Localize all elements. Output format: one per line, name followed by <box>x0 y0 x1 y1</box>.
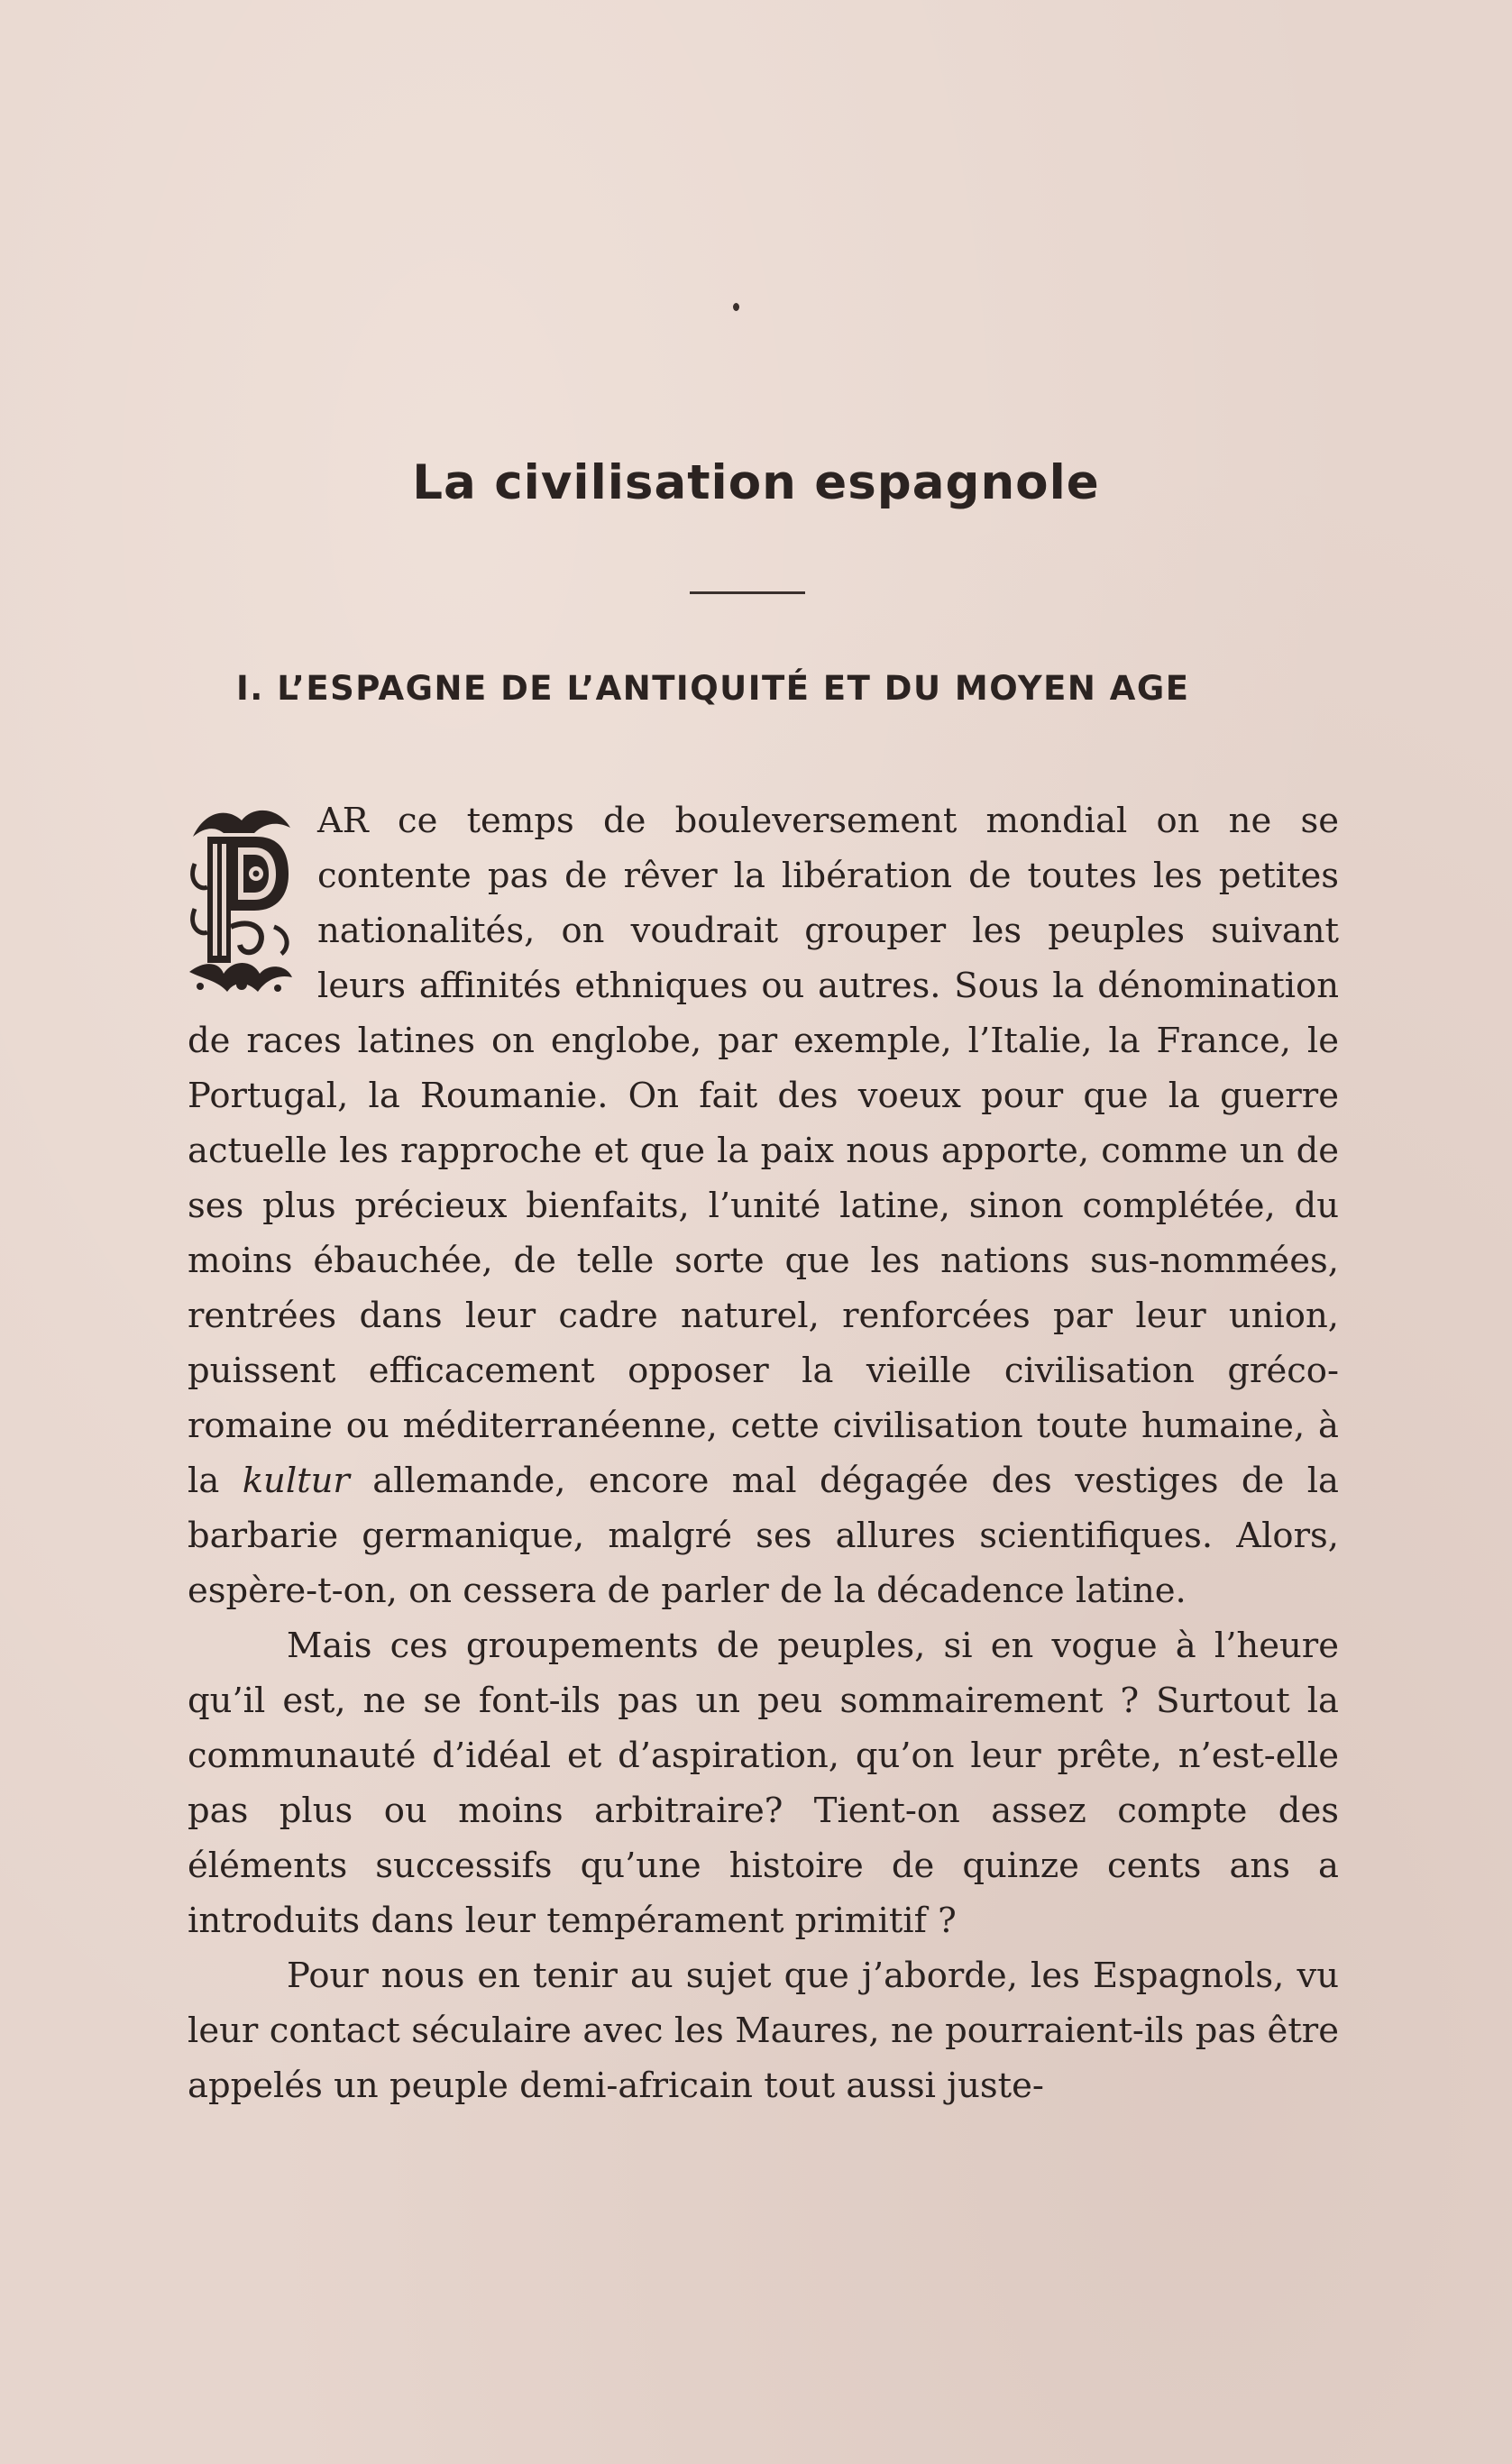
title-rule <box>690 591 805 594</box>
paragraph-3: Pour nous en tenir au sujet que j’aborde, les Espagnols, vu leur contact séculaire avec les Maures, ne pourraient-ils pas être appelés un peuple demi-africain tout aussi juste- <box>188 1956 1339 2106</box>
paragraph-2: Mais ces groupements de peuples, si en vogue à l’heure qu’il est, ne se font-ils pas un peu sommairement ? Surtout la communauté d’idéal et d’aspiration, qu’on leur prête, n’est-elle pas plus ou moins arbitraire? Tient-on assez compte des éléments successifs qu’une histoire de quinze cents ans a introduits dans leur tempérament primitif ? <box>188 1626 1339 1941</box>
section-heading: I. L’ESPAGNE DE L’ANTIQUITÉ ET DU MOYEN AGE <box>236 669 1190 708</box>
italic-word-kultur: kultur <box>242 1461 350 1501</box>
paragraph-1-text: AR ce temps de bouleversement mondial on ne se contente pas de rêver la libération de toutes les petites nationalités, on voudrait grouper les peuples suivant leurs affinités ethniques ou autres. Sous la dénomination de races latines on englobe, par exemple, l’Italie, la France, le Portugal, la Roumanie. On fait des voeux pour que la guerre actuelle les rapproche et que la paix nous apporte, comme un de ses plus précieux bienfaits, l’unité latine, sinon complétée, du moins ébauchée, de telle sorte que les nations sus-nommées, rentrées dans leur cadre naturel, renforcées par leur union, puissent efficacement opposer la vieille civilisation gréco-romaine ou méditerranéenne, cette civilisation toute humaine, à la <box>188 801 1339 1501</box>
article-title: La civilisation espagnole <box>412 455 1100 510</box>
page-marker-dot <box>733 303 739 311</box>
ornamental-drop-cap-p <box>188 801 294 999</box>
paragraph-1 <box>188 793 1339 1618</box>
paragraph-1-tail: allemande, encore mal dégagée des vestiges de la barbarie germanique, malgré ses allures scientifiques. Alors, espère-t-on, on cessera de parler de la décadence latine. <box>188 1461 1339 1611</box>
article-body <box>188 793 1339 2113</box>
